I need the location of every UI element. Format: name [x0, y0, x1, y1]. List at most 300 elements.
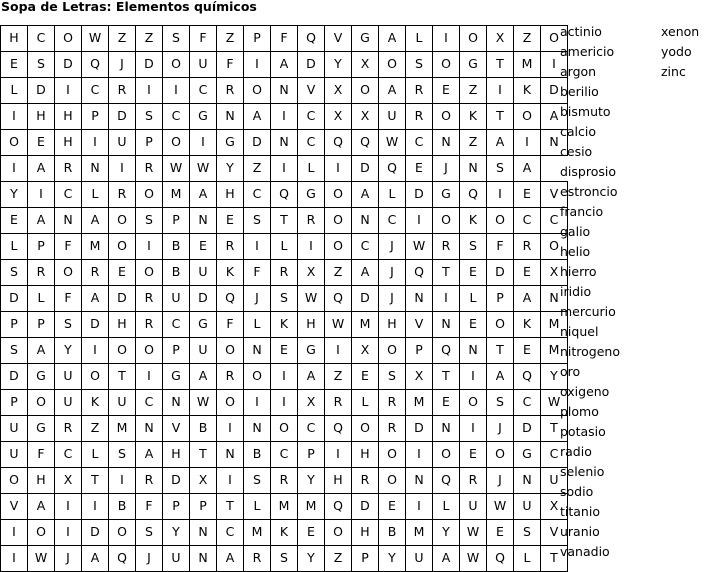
grid-cell[interactable]: O: [487, 442, 514, 468]
grid-cell[interactable]: O: [433, 208, 460, 234]
grid-cell[interactable]: G: [433, 182, 460, 208]
grid-cell[interactable]: G: [460, 52, 487, 78]
grid-cell[interactable]: A: [82, 286, 109, 312]
grid-cell[interactable]: Y: [1, 182, 28, 208]
grid-cell[interactable]: A: [28, 338, 55, 364]
grid-cell[interactable]: O: [28, 520, 55, 546]
grid-cell[interactable]: S: [460, 234, 487, 260]
grid-cell[interactable]: G: [217, 130, 244, 156]
grid-cell[interactable]: O: [271, 416, 298, 442]
grid-cell[interactable]: T: [217, 494, 244, 520]
grid-cell[interactable]: N: [190, 208, 217, 234]
grid-cell[interactable]: N: [460, 338, 487, 364]
grid-cell[interactable]: P: [136, 130, 163, 156]
grid-cell[interactable]: D: [82, 520, 109, 546]
grid-cell[interactable]: L: [271, 234, 298, 260]
grid-cell[interactable]: I: [460, 364, 487, 390]
grid-cell[interactable]: A: [244, 104, 271, 130]
grid-cell[interactable]: I: [244, 390, 271, 416]
grid-cell[interactable]: U: [109, 130, 136, 156]
grid-cell[interactable]: O: [433, 104, 460, 130]
grid-cell[interactable]: F: [55, 286, 82, 312]
grid-cell[interactable]: B: [190, 416, 217, 442]
grid-cell[interactable]: O: [109, 208, 136, 234]
grid-cell[interactable]: O: [352, 78, 379, 104]
grid-cell[interactable]: S: [163, 26, 190, 52]
grid-cell[interactable]: E: [487, 520, 514, 546]
grid-cell[interactable]: O: [109, 234, 136, 260]
grid-cell[interactable]: L: [1, 234, 28, 260]
grid-cell[interactable]: A: [379, 26, 406, 52]
grid-cell[interactable]: A: [514, 156, 541, 182]
grid-cell[interactable]: S: [109, 442, 136, 468]
grid-cell[interactable]: H: [55, 104, 82, 130]
grid-cell[interactable]: E: [514, 260, 541, 286]
grid-cell[interactable]: N: [82, 156, 109, 182]
grid-cell[interactable]: A: [28, 156, 55, 182]
grid-cell[interactable]: D: [541, 78, 568, 104]
grid-cell[interactable]: U: [190, 338, 217, 364]
grid-cell[interactable]: S: [271, 286, 298, 312]
grid-cell[interactable]: P: [82, 104, 109, 130]
grid-cell[interactable]: O: [325, 234, 352, 260]
grid-cell[interactable]: R: [514, 234, 541, 260]
grid-cell[interactable]: I: [298, 234, 325, 260]
grid-cell[interactable]: E: [1, 52, 28, 78]
grid-cell[interactable]: I: [109, 468, 136, 494]
grid-cell[interactable]: R: [271, 260, 298, 286]
grid-cell[interactable]: I: [109, 156, 136, 182]
grid-cell[interactable]: A: [82, 546, 109, 572]
grid-cell[interactable]: C: [136, 390, 163, 416]
grid-cell[interactable]: L: [244, 312, 271, 338]
grid-cell[interactable]: Y: [325, 52, 352, 78]
grid-cell[interactable]: J: [487, 468, 514, 494]
grid-cell[interactable]: O: [460, 26, 487, 52]
grid-cell[interactable]: S: [514, 520, 541, 546]
grid-cell[interactable]: X: [190, 468, 217, 494]
grid-cell[interactable]: A: [190, 182, 217, 208]
grid-cell[interactable]: H: [352, 442, 379, 468]
grid-cell[interactable]: M: [514, 52, 541, 78]
grid-cell[interactable]: G: [352, 26, 379, 52]
grid-cell[interactable]: C: [298, 416, 325, 442]
grid-cell[interactable]: C: [55, 182, 82, 208]
grid-cell[interactable]: O: [379, 52, 406, 78]
grid-cell[interactable]: D: [190, 286, 217, 312]
grid-cell[interactable]: V: [541, 520, 568, 546]
grid-cell[interactable]: C: [541, 208, 568, 234]
grid-cell[interactable]: O: [487, 208, 514, 234]
grid-cell[interactable]: U: [460, 494, 487, 520]
grid-cell[interactable]: S: [136, 104, 163, 130]
grid-cell[interactable]: I: [487, 78, 514, 104]
grid-cell[interactable]: O: [379, 442, 406, 468]
grid-cell[interactable]: F: [136, 494, 163, 520]
grid-cell[interactable]: X: [325, 104, 352, 130]
grid-cell[interactable]: A: [487, 130, 514, 156]
grid-cell[interactable]: H: [28, 468, 55, 494]
grid-cell[interactable]: E: [406, 156, 433, 182]
grid-cell[interactable]: Q: [433, 468, 460, 494]
grid-cell[interactable]: T: [190, 442, 217, 468]
grid-cell[interactable]: N: [55, 208, 82, 234]
grid-cell[interactable]: X: [487, 26, 514, 52]
grid-cell[interactable]: O: [487, 312, 514, 338]
grid-cell[interactable]: I: [82, 494, 109, 520]
grid-cell[interactable]: E: [433, 390, 460, 416]
grid-cell[interactable]: Z: [82, 416, 109, 442]
grid-cell[interactable]: R: [28, 260, 55, 286]
grid-cell[interactable]: L: [379, 182, 406, 208]
grid-cell[interactable]: H: [325, 468, 352, 494]
grid-cell[interactable]: S: [379, 364, 406, 390]
grid-cell[interactable]: O: [136, 182, 163, 208]
grid-cell[interactable]: N: [136, 416, 163, 442]
grid-cell[interactable]: C: [217, 520, 244, 546]
grid-cell[interactable]: D: [352, 286, 379, 312]
grid-cell[interactable]: S: [244, 468, 271, 494]
grid-cell[interactable]: U: [55, 364, 82, 390]
grid-cell[interactable]: O: [1, 130, 28, 156]
grid-cell[interactable]: T: [82, 468, 109, 494]
grid-cell[interactable]: C: [379, 208, 406, 234]
grid-cell[interactable]: P: [352, 546, 379, 572]
grid-cell[interactable]: S: [244, 208, 271, 234]
grid-cell[interactable]: U: [406, 546, 433, 572]
grid-cell[interactable]: I: [460, 416, 487, 442]
grid-cell[interactable]: I: [82, 338, 109, 364]
grid-cell[interactable]: N: [406, 468, 433, 494]
grid-cell[interactable]: D: [298, 52, 325, 78]
grid-cell[interactable]: O: [55, 260, 82, 286]
grid-cell[interactable]: W: [379, 130, 406, 156]
grid-cell[interactable]: A: [541, 104, 568, 130]
grid-cell[interactable]: R: [379, 416, 406, 442]
grid-cell[interactable]: Q: [271, 182, 298, 208]
grid-cell[interactable]: O: [244, 364, 271, 390]
grid-cell[interactable]: P: [1, 312, 28, 338]
grid-cell[interactable]: M: [541, 312, 568, 338]
grid-cell[interactable]: D: [136, 52, 163, 78]
grid-cell[interactable]: W: [82, 26, 109, 52]
grid-cell[interactable]: H: [28, 104, 55, 130]
grid-cell[interactable]: W: [325, 312, 352, 338]
grid-cell[interactable]: L: [82, 442, 109, 468]
grid-cell[interactable]: E: [217, 208, 244, 234]
grid-cell[interactable]: A: [136, 442, 163, 468]
grid-cell[interactable]: O: [541, 234, 568, 260]
grid-cell[interactable]: J: [244, 286, 271, 312]
grid-cell[interactable]: A: [352, 182, 379, 208]
grid-cell[interactable]: B: [379, 520, 406, 546]
grid-cell[interactable]: T: [487, 52, 514, 78]
grid-cell[interactable]: C: [163, 104, 190, 130]
grid-cell[interactable]: T: [433, 260, 460, 286]
grid-cell[interactable]: G: [298, 182, 325, 208]
grid-cell[interactable]: J: [379, 260, 406, 286]
grid-cell[interactable]: K: [271, 520, 298, 546]
grid-cell[interactable]: C: [28, 26, 55, 52]
grid-cell[interactable]: Z: [136, 26, 163, 52]
grid-cell[interactable]: S: [487, 390, 514, 416]
grid-cell[interactable]: K: [460, 208, 487, 234]
grid-cell[interactable]: O: [136, 338, 163, 364]
grid-cell[interactable]: U: [109, 390, 136, 416]
grid-cell[interactable]: W: [190, 390, 217, 416]
grid-cell[interactable]: R: [460, 468, 487, 494]
grid-cell[interactable]: U: [190, 52, 217, 78]
grid-cell[interactable]: R: [298, 208, 325, 234]
grid-cell[interactable]: D: [352, 156, 379, 182]
grid-cell[interactable]: I: [82, 130, 109, 156]
grid-cell[interactable]: E: [433, 78, 460, 104]
grid-cell[interactable]: I: [244, 52, 271, 78]
grid-cell[interactable]: L: [298, 156, 325, 182]
grid-cell[interactable]: I: [406, 494, 433, 520]
grid-cell[interactable]: T: [487, 338, 514, 364]
grid-cell[interactable]: I: [190, 130, 217, 156]
grid-cell[interactable]: R: [244, 546, 271, 572]
grid-cell[interactable]: K: [82, 390, 109, 416]
grid-cell[interactable]: G: [28, 416, 55, 442]
grid-cell[interactable]: C: [82, 78, 109, 104]
grid-cell[interactable]: I: [487, 182, 514, 208]
grid-cell[interactable]: Q: [406, 260, 433, 286]
grid-cell[interactable]: Q: [352, 130, 379, 156]
grid-cell[interactable]: O: [325, 208, 352, 234]
grid-cell[interactable]: X: [55, 468, 82, 494]
grid-cell[interactable]: H: [217, 182, 244, 208]
grid-cell[interactable]: I: [28, 182, 55, 208]
grid-cell[interactable]: R: [136, 156, 163, 182]
grid-cell[interactable]: I: [271, 104, 298, 130]
grid-cell[interactable]: D: [1, 364, 28, 390]
grid-cell[interactable]: C: [271, 442, 298, 468]
grid-cell[interactable]: A: [514, 286, 541, 312]
grid-cell[interactable]: B: [163, 234, 190, 260]
grid-cell[interactable]: Z: [325, 364, 352, 390]
grid-cell[interactable]: I: [541, 52, 568, 78]
grid-cell[interactable]: W: [28, 546, 55, 572]
grid-cell[interactable]: L: [514, 546, 541, 572]
grid-cell[interactable]: N: [433, 416, 460, 442]
grid-cell[interactable]: E: [514, 338, 541, 364]
grid-cell[interactable]: I: [433, 26, 460, 52]
grid-cell[interactable]: L: [433, 494, 460, 520]
grid-cell[interactable]: N: [541, 286, 568, 312]
grid-cell[interactable]: G: [190, 312, 217, 338]
grid-cell[interactable]: R: [217, 234, 244, 260]
grid-cell[interactable]: N: [217, 442, 244, 468]
grid-cell[interactable]: W: [460, 520, 487, 546]
grid-cell[interactable]: R: [406, 78, 433, 104]
grid-cell[interactable]: Y: [55, 338, 82, 364]
grid-cell[interactable]: W: [406, 234, 433, 260]
grid-cell[interactable]: R: [82, 260, 109, 286]
grid-cell[interactable]: S: [406, 52, 433, 78]
grid-cell[interactable]: I: [55, 494, 82, 520]
grid-cell[interactable]: A: [82, 208, 109, 234]
grid-cell[interactable]: M: [298, 494, 325, 520]
grid-cell[interactable]: S: [136, 208, 163, 234]
grid-cell[interactable]: R: [109, 78, 136, 104]
grid-cell[interactable]: R: [55, 416, 82, 442]
grid-cell[interactable]: R: [109, 182, 136, 208]
grid-cell[interactable]: Z: [514, 26, 541, 52]
grid-cell[interactable]: N: [433, 130, 460, 156]
grid-cell[interactable]: K: [514, 78, 541, 104]
grid-cell[interactable]: P: [163, 494, 190, 520]
grid-cell[interactable]: Y: [379, 546, 406, 572]
grid-cell[interactable]: M: [244, 520, 271, 546]
grid-cell[interactable]: E: [28, 130, 55, 156]
grid-cell[interactable]: Z: [325, 546, 352, 572]
grid-cell[interactable]: C: [514, 208, 541, 234]
grid-cell[interactable]: H: [379, 312, 406, 338]
grid-cell[interactable]: O: [433, 442, 460, 468]
grid-cell[interactable]: P: [190, 494, 217, 520]
grid-cell[interactable]: Z: [244, 156, 271, 182]
grid-cell[interactable]: A: [28, 494, 55, 520]
grid-cell[interactable]: Q: [109, 546, 136, 572]
grid-cell[interactable]: O: [541, 26, 568, 52]
grid-cell[interactable]: F: [271, 26, 298, 52]
grid-cell[interactable]: A: [379, 78, 406, 104]
grid-cell[interactable]: O: [28, 390, 55, 416]
grid-cell[interactable]: G: [298, 338, 325, 364]
grid-cell[interactable]: Y: [217, 156, 244, 182]
grid-cell[interactable]: A: [298, 364, 325, 390]
grid-cell[interactable]: I: [406, 442, 433, 468]
grid-cell[interactable]: Q: [433, 338, 460, 364]
grid-cell[interactable]: L: [1, 78, 28, 104]
grid-cell[interactable]: I: [325, 442, 352, 468]
grid-cell[interactable]: M: [541, 338, 568, 364]
grid-cell[interactable]: D: [163, 468, 190, 494]
grid-cell[interactable]: C: [163, 312, 190, 338]
grid-cell[interactable]: O: [163, 130, 190, 156]
grid-cell[interactable]: I: [217, 416, 244, 442]
grid-cell[interactable]: F: [217, 52, 244, 78]
grid-cell[interactable]: U: [55, 390, 82, 416]
grid-cell[interactable]: Q: [325, 130, 352, 156]
grid-cell[interactable]: J: [136, 546, 163, 572]
grid-cell[interactable]: D: [406, 416, 433, 442]
grid-cell[interactable]: Q: [325, 286, 352, 312]
grid-cell[interactable]: O: [379, 338, 406, 364]
grid-cell[interactable]: M: [352, 312, 379, 338]
grid-cell[interactable]: D: [406, 182, 433, 208]
grid-cell[interactable]: F: [190, 26, 217, 52]
grid-cell[interactable]: I: [136, 364, 163, 390]
grid-cell[interactable]: I: [325, 338, 352, 364]
grid-cell[interactable]: I: [55, 78, 82, 104]
grid-cell[interactable]: N: [271, 130, 298, 156]
grid-cell[interactable]: C: [352, 234, 379, 260]
grid-cell[interactable]: R: [352, 468, 379, 494]
grid-cell[interactable]: S: [271, 546, 298, 572]
grid-cell[interactable]: M: [109, 416, 136, 442]
grid-cell[interactable]: S: [1, 260, 28, 286]
grid-cell[interactable]: O: [379, 468, 406, 494]
grid-cell[interactable]: Q: [217, 286, 244, 312]
grid-cell[interactable]: T: [541, 546, 568, 572]
grid-cell[interactable]: C: [55, 442, 82, 468]
grid-cell[interactable]: A: [28, 208, 55, 234]
grid-cell[interactable]: F: [487, 234, 514, 260]
grid-cell[interactable]: E: [190, 234, 217, 260]
grid-cell[interactable]: T: [271, 208, 298, 234]
grid-cell[interactable]: I: [271, 390, 298, 416]
grid-cell[interactable]: R: [136, 286, 163, 312]
grid-cell[interactable]: B: [244, 442, 271, 468]
grid-cell[interactable]: Q: [325, 416, 352, 442]
grid-cell[interactable]: P: [163, 338, 190, 364]
grid-cell[interactable]: X: [298, 260, 325, 286]
grid-cell[interactable]: X: [352, 338, 379, 364]
grid-cell[interactable]: U: [1, 416, 28, 442]
grid-cell[interactable]: N: [163, 390, 190, 416]
grid-cell[interactable]: K: [514, 312, 541, 338]
grid-cell[interactable]: F: [55, 234, 82, 260]
grid-cell[interactable]: K: [217, 260, 244, 286]
grid-cell[interactable]: S: [487, 156, 514, 182]
grid-cell[interactable]: P: [406, 338, 433, 364]
grid-cell[interactable]: W: [163, 156, 190, 182]
grid-cell[interactable]: X: [406, 364, 433, 390]
grid-cell[interactable]: D: [244, 130, 271, 156]
grid-cell[interactable]: A: [190, 364, 217, 390]
grid-cell[interactable]: J: [55, 546, 82, 572]
grid-cell[interactable]: N: [190, 546, 217, 572]
grid-cell[interactable]: G: [163, 364, 190, 390]
grid-cell[interactable]: E: [352, 364, 379, 390]
grid-cell[interactable]: Y: [433, 520, 460, 546]
grid-cell[interactable]: T: [109, 364, 136, 390]
grid-cell[interactable]: L: [352, 390, 379, 416]
grid-cell[interactable]: N: [433, 312, 460, 338]
grid-cell[interactable]: U: [514, 494, 541, 520]
grid-cell[interactable]: T: [541, 416, 568, 442]
grid-cell[interactable]: R: [406, 104, 433, 130]
grid-cell[interactable]: P: [1, 390, 28, 416]
grid-cell[interactable]: T: [433, 364, 460, 390]
grid-cell[interactable]: Z: [217, 26, 244, 52]
grid-cell[interactable]: U: [379, 104, 406, 130]
grid-cell[interactable]: C: [298, 104, 325, 130]
grid-cell[interactable]: N: [514, 468, 541, 494]
grid-cell[interactable]: U: [163, 546, 190, 572]
grid-cell[interactable]: Q: [514, 364, 541, 390]
grid-cell[interactable]: E: [514, 182, 541, 208]
grid-cell[interactable]: I: [1, 546, 28, 572]
grid-cell[interactable]: P: [28, 312, 55, 338]
grid-cell[interactable]: N: [244, 338, 271, 364]
grid-cell[interactable]: F: [28, 442, 55, 468]
grid-cell[interactable]: D: [28, 78, 55, 104]
grid-cell[interactable]: H: [163, 442, 190, 468]
grid-cell[interactable]: G: [190, 104, 217, 130]
grid-cell[interactable]: M: [406, 390, 433, 416]
grid-cell[interactable]: I: [163, 78, 190, 104]
grid-cell[interactable]: E: [298, 520, 325, 546]
grid-cell[interactable]: N: [217, 104, 244, 130]
grid-cell[interactable]: Z: [109, 26, 136, 52]
grid-cell[interactable]: F: [217, 312, 244, 338]
grid-cell[interactable]: J: [379, 234, 406, 260]
grid-cell[interactable]: V: [163, 416, 190, 442]
